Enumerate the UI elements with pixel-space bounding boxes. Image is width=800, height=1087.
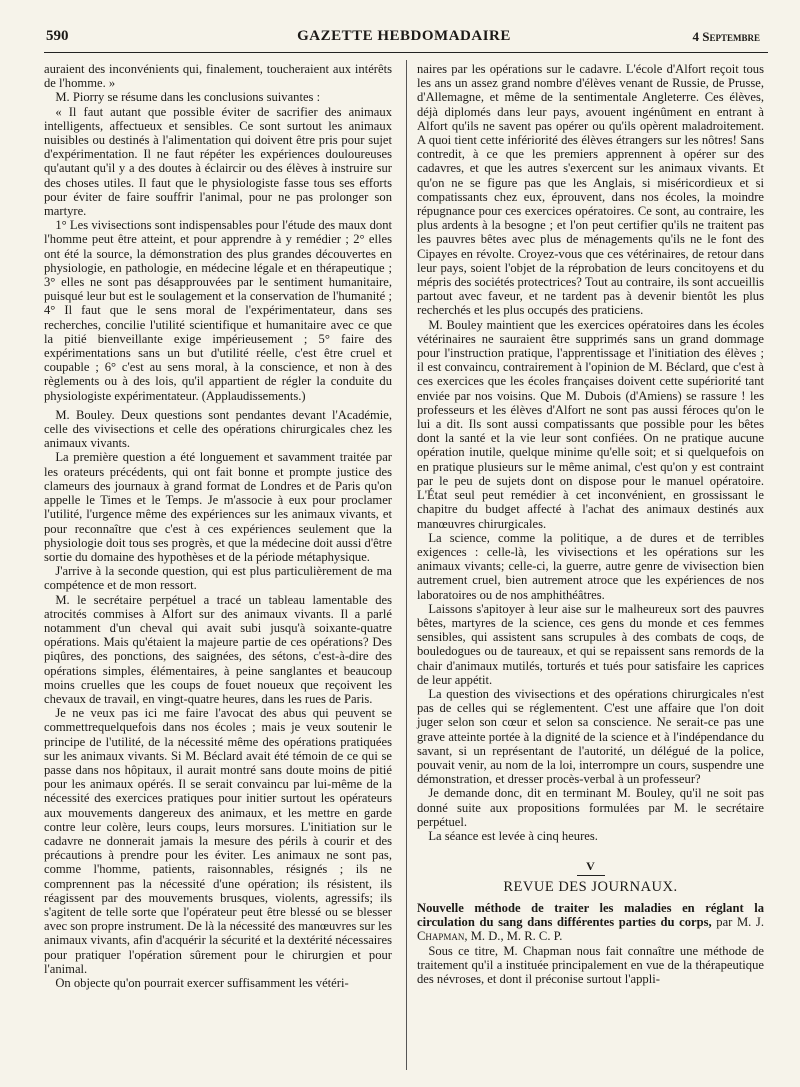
page-number: 590 <box>46 28 69 44</box>
article-body: Sous ce titre, M. Chapman nous fait connaître une méthode de traitement qu'il a instituée principalement en vue de la thérapeutique des névroses, et dont il préconise surtout l'appli- <box>417 943 764 987</box>
section-title: REVUE DES JOURNAUX. <box>503 879 678 896</box>
paragraph: M. Bouley maintient que les exercices opératoires dans les écoles vétérinaires ne sauraient être supprimés sans un grand dommage pour l'instruction pratique, l'apprentissage et l'initiation des élèves ; il est convaincu, contrairement à l'opinion de M. Béclard, que c'est à ces exercices que les écoles françaises doivent cette supériorité tant enviée par nos voisins. Que M. Dubois (d'Amiens) se rassure ! les professeurs et les élèves d'Alfort ne sont pas aussi féroces qu'on le lui a dit. Ils sont aussi compatissants que possible pour les bêtes dont la santé et la vie leur sont confiées. On ne pratique aucune opération inutile, quelque minime qu'elle soit; et si quelquefois on en pratique plusieurs sur le même animal, c'est qu'on y est contraint par le peu de sujets dont on dispose pour le manuel opératoire. L'État seul peut remédier à cet inconvénient, en grossissant le chapitre du budget affecté à l'achat des animaux destinés aux manœuvres chirurgicales. <box>417 317 764 531</box>
paragraph: La première question a été longuement et savamment traitée par les orateurs précédents, qui ont fait bonne et prompte justice des clameurs des journaux à grand format de Londres et de Paris qu'on appelle le Times et le Temps. Je m'associe à eux pour proclamer l'utilité, l'urgence même des expériences sur les animaux vivants, et pour reconnaître que c'est à ces expériences seulement que la physiologie doit tous ses progrès, et que la médecine doit aussi d'être sortie du domaine des hypothèses et de la période métaphysique. <box>44 450 392 564</box>
paragraph: 1° Les vivisections sont indispensables pour l'étude des maux dont l'homme peut être atteint, et pour apprendre à y remédier ; 2° elles ont été la source, la démonstration des plus grandes découvertes en physiologie, en pathologie, en médecine légale et en thérapeutique ; 3° elles ne sont pas désapprouvées par le sentiment humanitaire, puisqué leur but est le soulagement et la conservation de l'humanité ; 4° Il faut que le sens moral de l'expérimentateur, dans ses recherches, concilie l'utilité scientifique et humanitaire avec ce que la pitié bienveillante exige impérieusement ; 5° faire des expérimentations sans un but d'utilité réelle, c'est être cruel et coupable ; 6° c'est au sens moral, à la conscience, et non à des règlements ou à des lois, qu'il appartient de régler la conduite du physiologiste expérimentateur. (Applaudissements.) <box>44 218 392 403</box>
paragraph: « Il faut autant que possible éviter de sacrifier des animaux intelligents, affectueux et sensibles. Ce sont surtout les animaux nuisibles ou destinés à l'alimentation qui doivent être pris pour sujet d'expérimentation. Il ne faut répéter les expériences douloureuses qu'autant qu'il y a des doutes à éclaircir ou des élèves à instruire sur des choses utiles. Il faut que le physiologiste fasse tous ses efforts pour éviter de faire souffrir l'animal, pour ne pas prolonger son martyre. <box>44 104 392 219</box>
paragraph: M. Piorry se résume dans les conclusions suivantes : <box>55 90 321 105</box>
paragraph: Laissons s'apitoyer à leur aise sur le malheureux sort des pauvres bêtes, martyres de la science, ces gens du monde et ces femmes sensibles, qui assistent sans scrupules à des combats de coqs, de bouledogues ou de taureaux, et qui se repaissent sans remords de la chair d'animaux mutilés, torturés et tués pour satisfaire les caprices de leur appétit. <box>417 601 764 687</box>
article-author-prefix: par M. J. <box>716 914 764 929</box>
paragraph: La question des vivisections et des opérations chirurgicales n'est pas de celles qui se réglementent. C'est une affaire que l'on doit juger selon son cœur et selon sa conscience. Ne serait-ce pas une grave atteinte portée à la dignité de la science et à l'indépendance du savant, si un représentant de l'autorité, un délégué de la police, pouvait venir, au nom de la loi, interrompre un cours, suspendre une démonstration, et dresser procès-verbal à un professeur? <box>417 686 764 787</box>
section-rule <box>577 875 605 876</box>
right-column <box>417 62 764 986</box>
page-header <box>44 26 764 50</box>
issue-date-day: 4 <box>692 29 699 44</box>
paragraph: M. Bouley. Deux questions sont pendantes devant l'Académie, celle des vivisections et celle des opérations chirurgicales chez les animaux vivants. <box>44 407 392 451</box>
article-author-suffix: , M. D., M. R. C. P. <box>464 929 563 944</box>
article-author-name: Chapman <box>417 929 465 944</box>
paragraph: Je ne veux pas ici me faire l'avocat des abus qui peuvent se commettrequelquefois dans nos écoles ; mais je veux soutenir le principe de l'utilité, de la nécessité même des opérations pratiquées sur les animaux vivants. Si M. Béclard avait été témoin de ce qui se passe dans nos hôpitaux, il aurait montré sans doute moins de pitié pour les animaux opérés. Il se serait convaincu par lui-même de la nécessité des exercices pratiques pour initier surtout les opérateurs aux mouvements dangereux des animaux, et les mettre en garde contre leur colère, leurs coups, leurs morsures. L'initiation sur le cadavre ne donnerait jamais la mesure des périls à courir et des précautions à prendre pour les éviter. Les animaux ne sont pas, comme l'homme, patients, raisonnables, résignés ; ils ne comprennent pas la nécessité d'une opération; ils résistent, ils réagissent par des mouvements brusques, violents, agressifs; ils s'agitent de telle sorte que l'opérateur peut être blessé ou se blesser avec son propre instrument. De là la nécessité des manœuvres sur les animaux vivants, afin d'acquérir la sécurité et la dextérité nécessaires pour pratiquer l'opération sûrement pour le chirurgien et pour l'animal. <box>44 706 392 976</box>
issue-date-month: Septembre <box>702 29 760 44</box>
paragraph: J'arrive à la seconde question, qui est plus particulièrement de ma compétence et de mon ressort. <box>44 564 392 593</box>
article-title-text: Nouvelle méthode de traiter les maladies en réglant la circulation du sang dans différentes parties du corps, <box>417 900 764 929</box>
paragraph: La séance est levée à cinq heures. <box>428 828 598 843</box>
paragraph: On objecte qu'on pourrait exercer suffisamment les vétéri- <box>55 976 349 990</box>
issue-date <box>693 29 761 45</box>
section-numeral: V <box>586 859 595 874</box>
journal-title: GAZETTE HEBDOMADAIRE <box>297 28 511 44</box>
article-title <box>417 901 764 944</box>
column-divider <box>406 60 407 1070</box>
left-column <box>44 62 392 990</box>
paragraph: naires par les opérations sur le cadavre. L'école d'Alfort reçoit tous les ans un assez grand nombre d'élèves venant de Russie, de Prusse, d'Allemagne, et même de la sentimentale Angleterre. Ces élèves, déjà diplomés dans leur pays, avouent ingénûment en entrant à Alfort qu'ils ne savent pas opérer ou qu'ils opèrent maladroitement. A quoi tient cette infériorité des élèves étrangers sur les nôtres! Sans contredit, à ce que les premiers apprennent à opérer sur des cadavres, et que les autres s'exercent sur les animaux vivants. Et qu'on ne se figure pas que les Anglais, si miséricordieux et si compatissants chez eux, éprouvent, dans nos écoles, la moindre répugnance pour ces exercices opératoires. Ce sont, au contraire, les plus ardents à la besogne ; et l'on peut certifier qu'ils ne traitent pas les pauvres bêtes avec plus de ménagements qu'ils ne le font des Cipayes en révolte. Croyez-vous que ces vétérinaires, de retour dans leur pays, soient l'objet de la réprobation de leurs concitoyens et du mépris des sociétés protectrices? Tout au contraire, ils sont accueillis partout avec faveur, et ne tardent pas à devenir bientôt les plus recherchés et les plus occupés des praticiens. <box>417 62 764 318</box>
paragraph: La science, comme la politique, a de dures et de terribles exigences : celle-là, les vivisections et les opérations sur les animaux vivants; celle-ci, la guerre, autre genre de vivisection bien autrement cruel, bien autrement atroce que les expériences de nos laboratoires ou de nos amphithéâtres. <box>417 530 764 602</box>
paragraph: M. le secrétaire perpétuel a tracé un tableau lamentable des atrocités commises à Alfort sur des animaux vivants. Il a parlé notamment d'un cheval qui avait subi jusqu'à soixante-quatre opérations. Mais qu'étaient la majeure partie de ces opérations? Des piqûres, des ponctions, des saignées, des sétons, c'est-à-dire des opérations simples, élémentaires, à peine sanglantes et beaucoup moins cruelles que les coups de fouet noueux que reçoivent les chevaux de travail, en vingt-quatre heures, dans les rues de Paris. <box>44 592 392 706</box>
right-column-paragraphs <box>417 62 764 843</box>
paragraph: auraient des inconvénients qui, finalement, toucheraient aux intérêts de l'homme. » <box>44 62 392 91</box>
header-rule <box>44 52 768 53</box>
paragraph: Je demande donc, dit en terminant M. Bouley, qu'il ne soit pas donné suite aux propositions formulées par M. le secrétaire perpétuel. <box>417 786 764 829</box>
